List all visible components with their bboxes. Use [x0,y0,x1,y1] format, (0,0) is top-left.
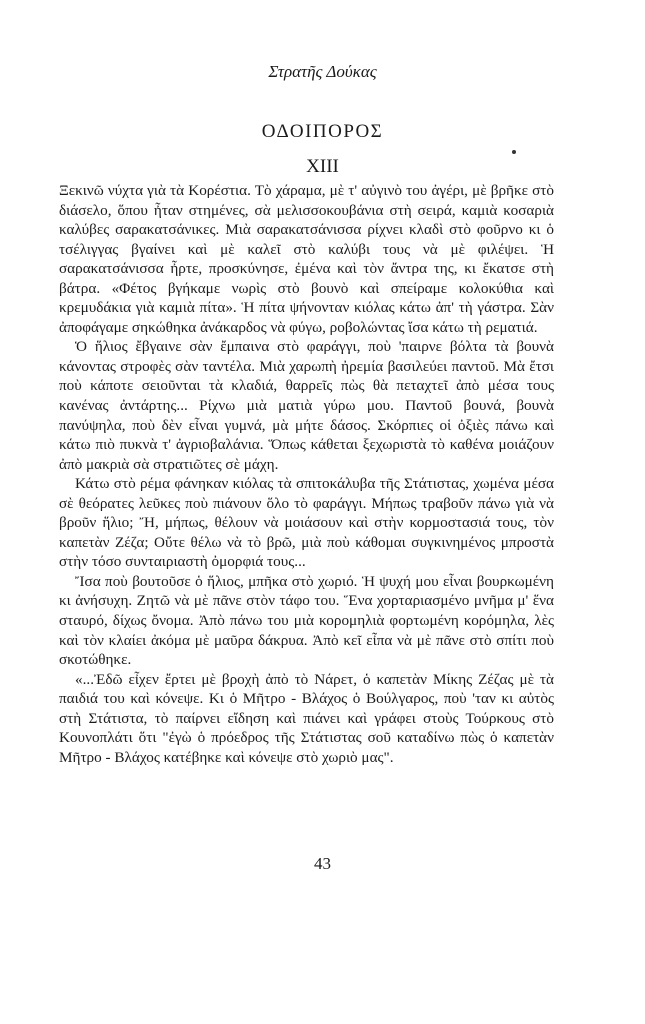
paragraph-2: Ὁ ἥλιος ἔβγαινε σὰν ἔμπαινα στὸ φαράγγι, ποὺ 'παιρνε βόλτα τὰ βουνὰ κάνοντας στροφὲς σὰν ταντέλα. Μιὰ χαρωπὴ ἠρεμία βασιλεύει παντοῦ. Μὰ ἔτσι ποὺ κάποτε σειοῦνται τὰ κλαδιά, θαρρεῖς πὼς θὰ πεταχτεῖ ἀπὸ μέσα τους κανένας ἀντάρτης... Ρίχνω μιὰ ματιὰ γύρω μου. Παντοῦ βουνά, βουνὰ πανύψηλα, ποὺ δὲν εἶναι γυμνά, μὰ μήτε δάσος. Σκόρπιες οἱ ὀξιὲς πάνω καὶ κάτω πιὸ πυκνὰ τ' ἀγριοβαλάνια. Ὅπως κάθεται ξεχωριστὰ τὸ καθένα μοιάζουν ἀπὸ μακριὰ σὰ στρατιῶτες σὲ μάχη. [59,338,554,473]
page-number: 43 [314,854,331,873]
ink-speck [512,150,516,154]
paragraph-1: Ξεκινῶ νύχτα γιὰ τὰ Κορέστια. Τὸ χάραμα, μὲ τ' αὐγινὸ του ἀγέρι, μὲ βρῆκε στὸ διάσελο, ὅπου ἦταν στημένες, σὰ μελισσοκουβάνια στὴ σειρά, καμιὰ κοσαριὰ καλύβες σαρακατσάνικες. Μιὰ σαρακατσάνισσα ρίχνει κλαδὶ στὸ φοῦρνο κι ὁ τσέλιγγας βγαίνει καὶ μὲ καλεῖ στὸ καλύβι τους νὰ μὲ φιλέψει. Ἡ σαρακατσάνισσα ἦρτε, προσκύνησε, ἐμένα καὶ τὸν ἄντρα της, κι ἔκατσε στὴ βάτρα. «Φέτος βγήκαμε νωρὶς στὸ βουνὸ καὶ σπείραμε κολοκύθια καὶ κρεμυδάκια γιὰ καμιὰ πίτα». Ἡ πίτα ψήνονταν κιόλας κάτω ἀπ' τὴ γάστρα. Σὰν ἀποφάγαμε σηκώθηκα ἀνάκαρδος νὰ φύγω, ροβολώντας ἴσα κάτω τὴ ρεματιά. [59,182,554,336]
chapter-number: XIII [306,156,339,177]
paragraph-5: «...Ἐδῶ εἶχεν ἔρτει μὲ βροχὴ ἀπὸ τὸ Νάρετ, ὁ καπετὰν Μίκης Ζέζας μὲ τὰ παιδιά του καὶ κόνεψε. Κι ὁ Μῆτρο - Βλάχος ὁ Βούλγαρος, ποὺ 'ταν κι αὐτὸς στὴ Στάτιστα, τὸ παίρνει εἴδηση καὶ πιάνει καὶ γράφει στοὺς Τούρκους στὸ Κουνοπλάτι ὅτι "ἐγὼ ὁ πρόεδρος τῆς Στάτιστας σοῦ καταδίνω πὼς ὁ καπετὰν Μῆτρο - Βλάχος κατέβηκε καὶ κόνεψε στὸ χωριὸ μας". [59,670,554,766]
body-text [59,181,554,767]
page-title: ΟΔΟΙΠΟΡΟΣ [261,121,384,142]
paragraph-3: Κάτω στὸ ρέμα φάνηκαν κιόλας τὰ σπιτοκάλυβα τῆς Στάτιστας, χωμένα μέσα σὲ θεόρατες λεῦκες ποὺ πιάνουν ὅλο τὸ φαράγγι. Μήπως τραβοῦν πάνω γιὰ νὰ βροῦν ἥλιο; Ἤ, μήπως, θέλουν νὰ μοιάσουν καὶ στὴν κορμοστασιά τους, τὸν καπετὰν Ζέζα; Οὔτε θέλω νὰ τὸ βρῶ, μιὰ ποὺ κάθομαι συγκινημένος μπροστὰ στὴν τόσο συνταιριαστὴ ὀμορφιά τους... [59,475,554,571]
running-header-author: Στρατῆς Δούκας [268,62,377,81]
paragraph-4: Ἴσα ποὺ βουτοῦσε ὁ ἥλιος, μπῆκα στὸ χωριό. Ἡ ψυχή μου εἶναι βουρκωμένη κι ἀνήσυχη. Ζητῶ νὰ μὲ πᾶνε στὸν τάφο του. Ἕνα χορταριασμένο μνῆμα μ' ἕνα σταυρό, δίχως ὄνομα. Ἀπὸ πάνω του μιὰ κορομηλιὰ φορτωμένη κορόμηλα, λὲς καὶ τὸν κλαίει ἀκόμα μὲ μαῦρα δάκρυα. Ἀπὸ κεῖ εἶπα νὰ μὲ πᾶνε στὸ σπίτι ποὺ σκοτώθηκε. [59,572,554,669]
